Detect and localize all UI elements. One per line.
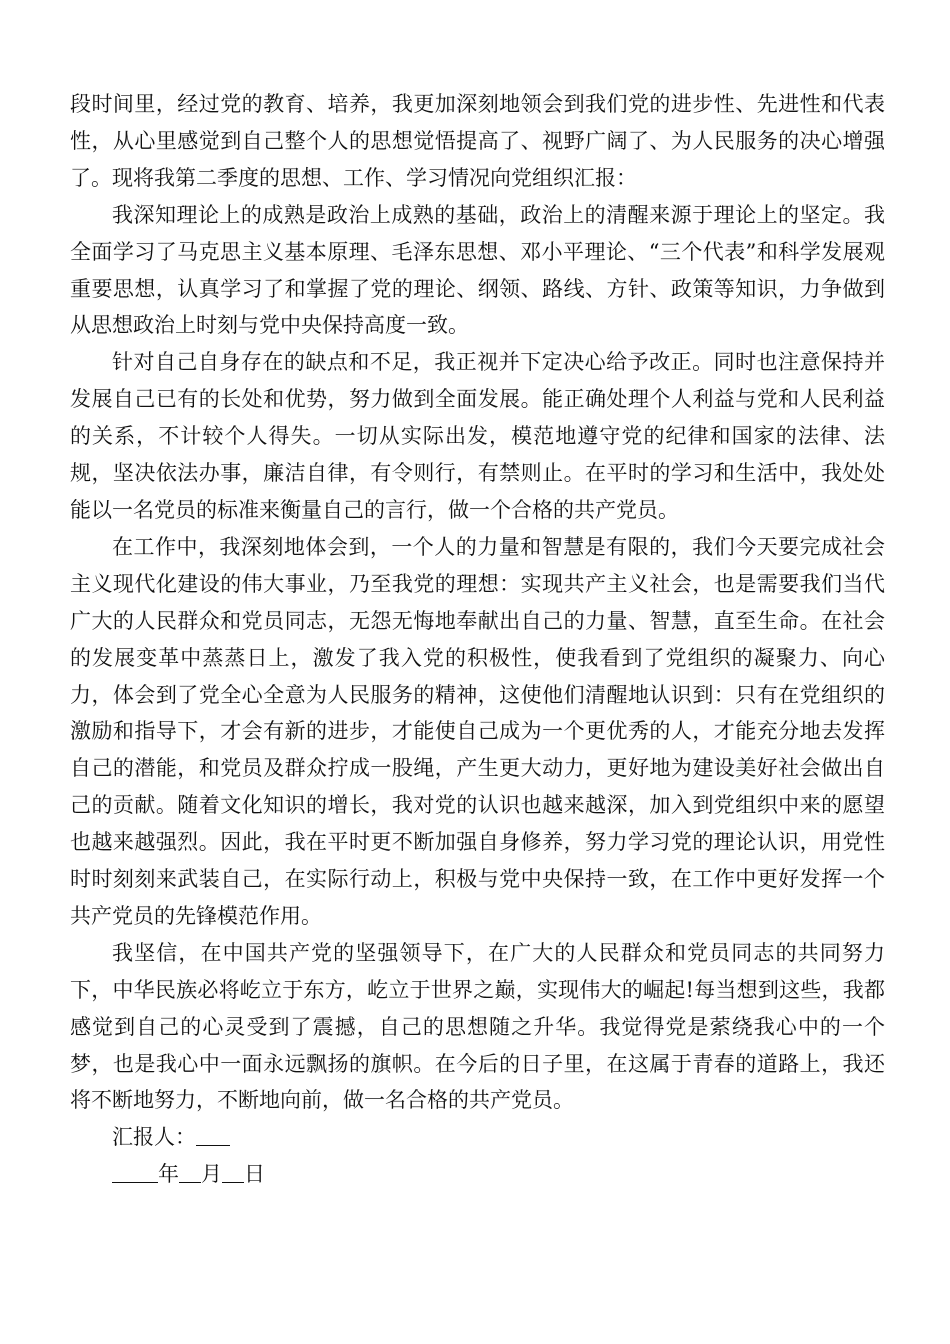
month-label: 月 — [201, 1162, 222, 1187]
reporter-label: 汇报人： — [112, 1125, 196, 1150]
document-body — [70, 86, 885, 1193]
year-label: 年 — [158, 1162, 179, 1187]
paragraph-self-improvement: 针对自己自身存在的缺点和不足，我正视并下定决心给予改正。同时也注意保持并发展自己已有的长处和优势，努力做到全面发展。能正确处理个人利益与党和人民利益的关系，不计较个人得失。一切从实际出发，模范地遵守党的纪律和国家的法律、法规，坚决依法办事，廉洁自律，有令则行，有禁则止。在平时的学习和生活中，我处处能以一名党员的标准来衡量自己的言行，做一个合格的共产党员。 — [70, 350, 885, 522]
reporter-line — [70, 1119, 885, 1156]
reporter-blank — [196, 1123, 230, 1146]
paragraph-intro: 段时间里，经过党的教育、培养，我更加深刻地领会到我们党的进步性、先进性和代表性，从心里感觉到自己整个人的思想觉悟提高了、视野广阔了、为人民服务的决心增强了。现将我第二季度的思想、工作、学习情况向党组织汇报： — [70, 92, 885, 190]
paragraph-conviction: 我坚信，在中国共产党的坚强领导下，在广大的人民群众和党员同志的共同努力下，中华民族必将屹立于东方，屹立于世界之巅，实现伟大的崛起!每当想到这些，我都感觉到自己的心灵受到了震撼，自己的思想随之升华。我觉得党是萦绕我心中的一个梦，也是我心中一面永远飘扬的旗帜。在今后的日子里，在这属于青春的道路上，我还将不断地努力，不断地向前，做一名合格的共产党员。 — [70, 940, 885, 1113]
year-blank — [112, 1160, 158, 1183]
paragraph-work: 在工作中，我深刻地体会到，一个人的力量和智慧是有限的，我们今天要完成社会主义现代化建设的伟大事业，乃至我党的理想：实现共产主义社会，也是需要我们当代广大的人民群众和党员同志，无怨无悔地奉献出自己的力量、智慧，直至生命。在社会的发展变革中蒸蒸日上，激发了我入党的积极性，使我看到了党组织的凝聚力、向心力，体会到了党全心全意为人民服务的精神，这使他们清醒地认识到：只有在党组织的激励和指导下，才会有新的进步，才能使自己成为一个更优秀的人，才能充分地去发挥自己的潜能，和党员及群众拧成一股绳，产生更大动力，更好地为建设美好社会做出自己的贡献。随着文化知识的增长，我对党的认识也越来越深，加入到党组织中来的愿望也越来越强烈。因此，我在平时更不断加强自身修养，努力学习党的理论认识，用党性时时刻刻来武装自己，在实际行动上，积极与党中央保持一致，在工作中更好发挥一个共产党员的先锋模范作用。 — [70, 534, 885, 928]
month-blank — [179, 1160, 201, 1183]
date-line — [70, 1156, 885, 1193]
paragraph-theory-study: 我深知理论上的成熟是政治上成熟的基础，政治上的清醒来源于理论上的坚定。我全面学习了马克思主义基本原理、毛泽东思想、邓小平理论、“三个代表”和科学发展观重要思想，认真学习了和掌握了党的理论、纲领、路线、方针、政策等知识，力争做到从思想政治上时刻与党中央保持高度一致。 — [70, 202, 885, 338]
day-label: 日 — [244, 1162, 265, 1187]
day-blank — [222, 1160, 244, 1183]
